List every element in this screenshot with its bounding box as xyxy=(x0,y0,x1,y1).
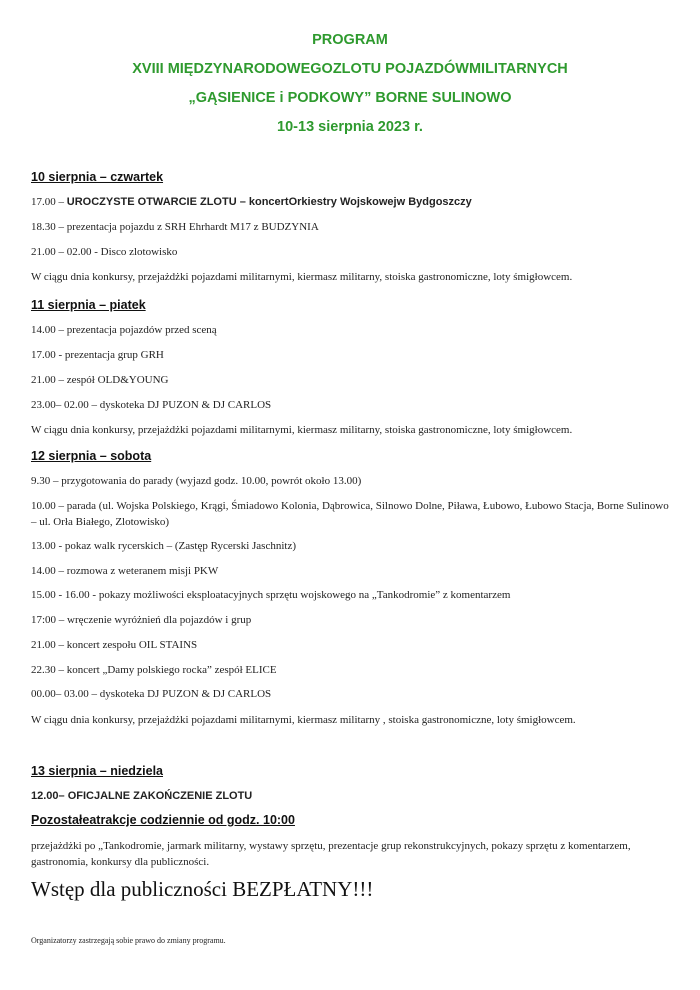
schedule-item xyxy=(31,196,671,208)
day-heading-13: 13 sierpnia – niedziela xyxy=(31,764,164,778)
event-dates: 10-13 sierpnia 2023 r. xyxy=(277,119,423,135)
opening-ceremony: UROCZYSTE OTWARCIE ZLOTU – koncertOrkiestry Wojskowejw Bydgoszczy xyxy=(66,196,472,208)
free-entry-notice: Wstęp dla publiczności BEZPŁATNY!!! xyxy=(31,877,374,901)
schedule-item: 21.00 – zespół OLD&YOUNG xyxy=(31,374,169,386)
day-heading-10: 10 sierpnia – czwartek xyxy=(31,170,164,184)
schedule-item: 21.00 – 02.00 - Disco zlotowisko xyxy=(31,246,178,258)
schedule-item: 22.30 – koncert „Damy polskiego rocka” zespół ELICE xyxy=(31,664,277,676)
day-heading-11: 11 sierpnia – piatek xyxy=(31,298,146,312)
schedule-item: 23.00– 02.00 – dyskoteka DJ PUZON & DJ CARLOS xyxy=(31,399,272,411)
other-attractions-heading: Pozostałeatrakcje codziennie od godz. 10:00 xyxy=(31,813,295,827)
schedule-item: 21.00 – koncert zespołu OIL STAINS xyxy=(31,639,198,651)
schedule-item: 15.00 - 16.00 - pokazy możliwości eksploatacyjnych sprzętu wojskowego na „Tankodromie” z komentarzem xyxy=(31,589,511,601)
program-title: PROGRAM xyxy=(312,32,388,48)
schedule-item: 00.00– 03.00 – dyskoteka DJ PUZON & DJ CARLOS xyxy=(31,688,272,700)
item-time: 17.00 – xyxy=(31,196,67,208)
day-note: W ciągu dnia konkursy, przejażdżki pojazdami militarnymi, kiermasz militarny, stoiska gastronomiczne, loty śmigłowcem. xyxy=(31,424,573,436)
schedule-item: 10.00 – parada (ul. Wojska Polskiego, Krągi, Śmiadowo Kolonia, Dąbrowica, Silnowo Dolne, Piława, Łubowo, Łubowo Stacja, Borne Sulinowo – ul. Orła Białego, Zlotowisko) xyxy=(31,500,669,528)
schedule-item: 18.30 – prezentacja pojazdu z SRH Ehrhardt M17 z BUDZYNIA xyxy=(31,221,319,233)
closing-ceremony: 12.00– OFICJALNE ZAKOŃCZENIE ZLOTU xyxy=(31,790,253,802)
other-attractions-text: przejażdżki po „Tankodromie, jarmark militarny, wystawy sprzętu, prezentacje grup rekonstrukcyjnych, pokazy sprzętu z komentarzem, gastronomia, konkursy dla publiczności. xyxy=(31,840,631,868)
day-heading-12: 12 sierpnia – sobota xyxy=(31,449,152,463)
day-note: W ciągu dnia konkursy, przejażdżki pojazdami militarnymi, kiermasz militarny, stoiska gastronomiczne, loty śmigłowcem. xyxy=(31,271,573,283)
schedule-item: 9.30 – przygotowania do parady (wyjazd godz. 10.00, powrót około 13.00) xyxy=(31,475,362,487)
schedule-item: 14.00 – rozmowa z weteranem misji PKW xyxy=(31,565,219,577)
schedule-item: 14.00 – prezentacja pojazdów przed sceną xyxy=(31,324,217,336)
event-subtitle: „GĄSIENICE i PODKOWY” BORNE SULINOWO xyxy=(188,90,512,106)
schedule-item: 13.00 - pokaz walk rycerskich – (Zastęp Rycerski Jaschnitz) xyxy=(31,540,296,552)
schedule-item: 17.00 - prezentacja grup GRH xyxy=(31,349,164,361)
disclaimer: Organizatorzy zastrzegają sobie prawo do zmiany programu. xyxy=(31,936,226,945)
schedule-item: 17:00 – wręczenie wyróżnień dla pojazdów i grup xyxy=(31,614,252,626)
event-name: XVIII MIĘDZYNARODOWEGOZLOTU POJAZDÓWMILITARNYCH xyxy=(132,61,568,77)
day-note: W ciągu dnia konkursy, przejażdżki pojazdami militarnymi, kiermasz militarny , stoiska gastronomiczne, loty śmigłowcem. xyxy=(31,714,576,726)
